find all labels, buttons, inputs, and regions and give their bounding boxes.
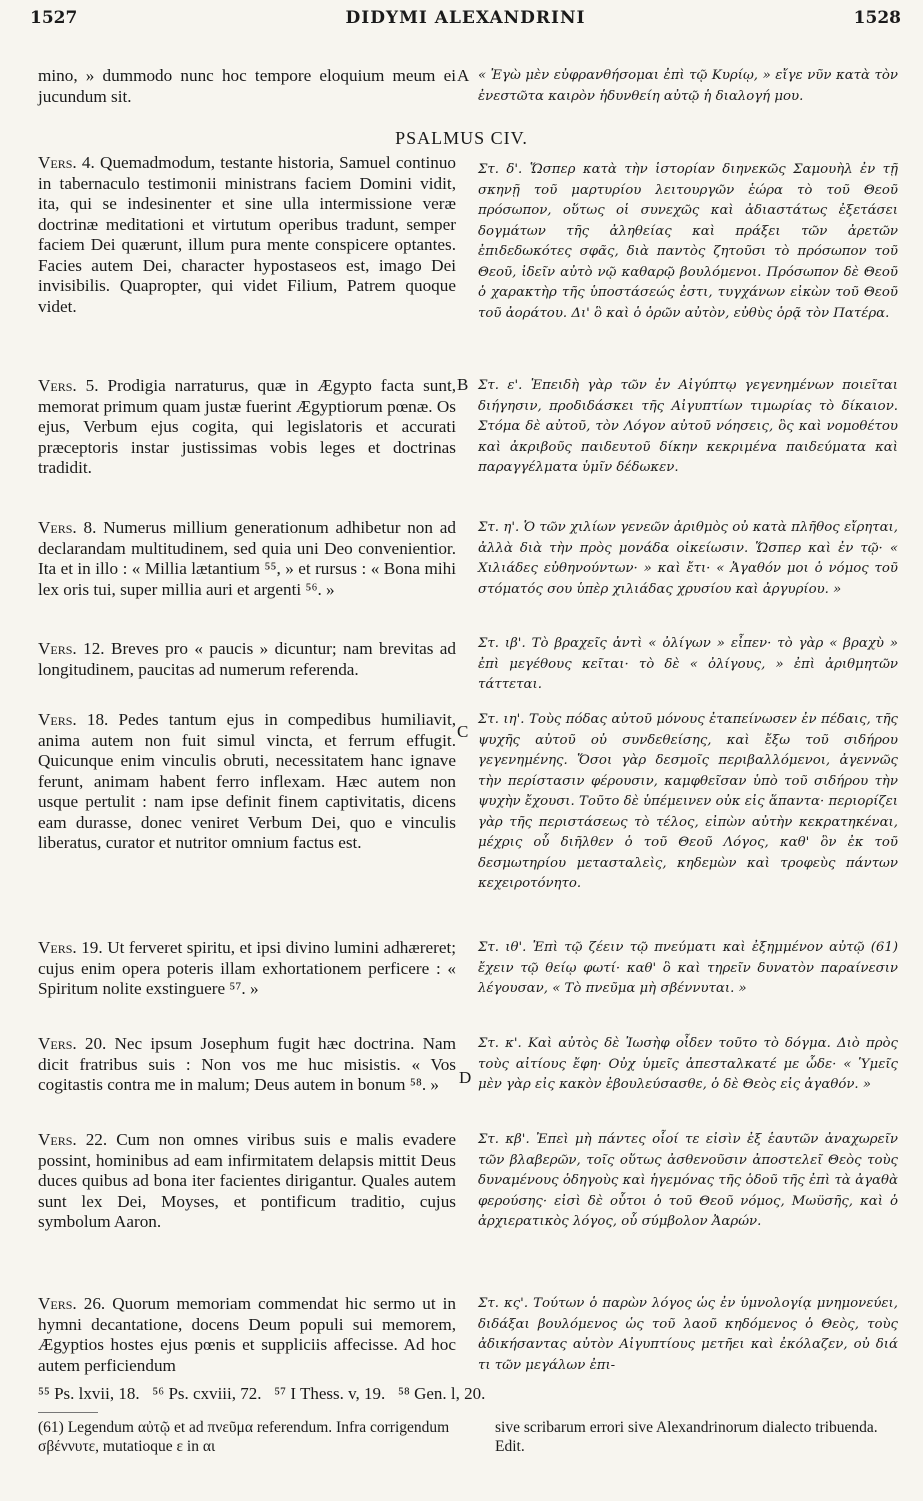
greek-paragraph: Στ. η'. Ὁ τῶν χιλίων γενεῶν ἀριθμὸς οὐ κατὰ πλῆθος εἴρηται, ἀλλὰ διὰ τὴν πρὸς μονάδα οἰκείωσιν. Ὥσπερ καὶ ἐν τῷ· « Χιλιάδες εὐθηνούντων· » καὶ ἔτι· « Ἀγαθόν μοι ὁ νόμος τοῦ στόματός σου ὑπὲρ χιλιάδας χρυσίου καὶ ἀργυρίου. » bbox=[478, 520, 898, 597]
verse-number: Vers. 4. bbox=[38, 153, 95, 172]
latin-paragraph: Vers. 19. Ut ferveret spiritu, et ipsi divino lumini adhæreret; cujus enim opera poteris illam exhortationem perficere : « Spiritum nolite exstinguere ⁵⁷. » bbox=[38, 938, 457, 999]
margin-marker: D bbox=[459, 1068, 472, 1087]
verse-number: Vers. 26. bbox=[38, 1294, 106, 1313]
greek-paragraph: Στ. κ'. Καὶ αὐτὸς δὲ Ἰωσὴφ οἶδεν τοῦτο τὸ δόγμα. Διὸ πρὸς τοὺς αἰτίους ἔφη· Οὐχ ὑμεῖς ἀπεσταλκατέ με ὧδε· « Ὑμεῖς μὲν γὰρ εἰς κακὸν ἐβουλεύσασθε, ὁ δὲ Θεὸς εἰς ἀγαθόν. » bbox=[478, 1036, 898, 1093]
page-number-left: 1527 bbox=[30, 8, 78, 28]
latin-paragraph: Vers. 18. Pedes tantum ejus in compedibus humiliavit, anima autem non fuit simul vincta, et ferrum effugit. Quicunque enim vinculis obruti, necessitatem hanc ignave ferunt, animam habent ferro inflexam. Hæc autem non usque pertulit : nam ipse definit finem captivitatis, dicens eam durasse, donec veniret Verbum Dei, quo e vinculis liberatus, curator et nutritor omnium factus est. bbox=[38, 710, 457, 853]
verse-number: Vers. 19. bbox=[38, 938, 103, 957]
verse-number: Vers. 12. bbox=[38, 639, 105, 658]
editor-note-left: (61) Legendum αὐτῷ et ad πνεῦμα referendum. Infra corrigendum σβέννυτε, mutatioque ε in αι bbox=[38, 1419, 450, 1455]
verse-number: Στ. κβ'. bbox=[478, 1132, 530, 1147]
verse-number: Στ. ε'. bbox=[478, 378, 523, 393]
footnote-rule bbox=[38, 1412, 98, 1413]
greek-paragraph: Στ. κβ'. Ἐπεὶ μὴ πάντες οἷοί τε εἰσὶν ἐξ ἑαυτῶν ἀναχωρεῖν τῶν βλαβερῶν, τοῖς οὕτως ἀσθενοῦσιν ἀποστελεῖ Θεὸς τοὺς δυναμένους ὁδηγοὺς καὶ ἡγεμόνας τῆς ὁδοῦ τῆς ἐπὶ τὰ ἀγαθὰ φερούσης· εἰσὶ δὲ οὗτοι ὁ τοῦ Θεοῦ νόμος, Μωϋσῆς, καὶ ὁ ἀρχιερατικὸς λόγος, οὗ σύμβολον Ἀαρών. bbox=[478, 1132, 898, 1230]
footnote-references: ⁵⁵ Ps. lxvii, 18. ⁵⁶ Ps. cxviii, 72. ⁵⁷ I Thess. v, 19. ⁵⁸ Gen. l, 20. bbox=[38, 1384, 486, 1403]
latin-paragraph: Vers. 8. Numerus millium generationum adhibetur non ad declarandam multitudinem, sed quia uni Deo convenientior. Ita et in illo : « Millia lætantium ⁵⁵, » et rursus : « Bona mihi lex oris tui, super millia auri et argenti ⁵⁶. » bbox=[38, 518, 457, 599]
margin-marker: A bbox=[457, 66, 470, 85]
greek-paragraph: Στ. ιθ'. Ἐπὶ τῷ ζέειν τῷ πνεύματι καὶ ἐξημμένον αὐτῷ (61) ἔχειν τῷ θείῳ φωτί· καθ' ὃ καὶ τηρεῖν δυνατὸν παραίνεσιν λέγουσαν, « Τὸ πνεῦμα μὴ σβέννυται. » bbox=[478, 940, 899, 997]
latin-paragraph: Vers. 26. Quorum memoriam commendat hic sermo ut in hymni decantatione, docens Deum populi sui memorem, Ægyptios hostes ejus pœnis et suppliciis affecisse. Ad hoc autem perficiendum bbox=[38, 1294, 456, 1375]
greek-paragraph: « Ἐγὼ μὲν εὐφρανθήσομαι ἐπὶ τῷ Κυρίῳ, » εἴγε νῦν κατὰ τὸν ἐνεστῶτα καιρὸν ἡδυνθείη αὐτῷ ἡ διαλογή μου. bbox=[478, 68, 898, 104]
latin-paragraph: mino, » dummodo nunc hoc tempore eloquium meum ei jucundum sit. bbox=[38, 66, 456, 106]
margin-marker: C bbox=[457, 722, 469, 741]
greek-paragraph: Στ. ιβ'. Τὸ βραχεῖς ἀντὶ « ὀλίγων » εἶπεν· τὸ γὰρ « βραχὺ » ἐπὶ μεγέθους κεῖται· τὸ δὲ « ὀλίγους, » ἐπὶ ἀριθμητῶν τάττεται. bbox=[478, 636, 898, 693]
greek-paragraph: Στ. δ'. Ὥσπερ κατὰ τὴν ἱστορίαν διηνεκῶς Σαμουὴλ ἐν τῇ σκηνῇ τοῦ μαρτυρίου λειτουργῶν ἑώρα τὸ τοῦ Θεοῦ πρόσωπον, οὕτως οἱ συνεχῶς καὶ ἀδιαστάτως ἐξετάσει δογμάτων τῆς ἀληθείας καὶ πράξει τῶν ἀρετῶν ἐπιδεδωκότες σφᾶς, διὰ παντὸς ζητοῦσι τὸ πρόσωπον τοῦ Θεοῦ, ἰδεῖν αὐτὸ νῷ καθαρῷ βουλόμενοι. Πρόσωπον δὲ Θεοῦ ὁ χαρακτὴρ τῆς ὑποστάσεώς ἐστι, τυγχάνων εἰκὼν τοῦ Θεοῦ τοῦ ἀοράτου. Δι' ὃ καὶ ὁ ὁρῶν αὐτὸν, εὐθὺς ὁρᾷ τὸν Πατέρα. bbox=[478, 162, 898, 321]
verse-number: Στ. η'. bbox=[478, 520, 520, 535]
verse-number: Στ. ιη'. bbox=[478, 712, 525, 727]
verse-number: Vers. 20. bbox=[38, 1034, 107, 1053]
verse-number: Στ. κ'. bbox=[478, 1036, 522, 1051]
verse-number: Στ. κς'. bbox=[478, 1296, 529, 1311]
verse-number: Στ. ιβ'. bbox=[478, 636, 526, 651]
latin-paragraph: Vers. 12. Breves pro « paucis » dicuntur; nam brevitas ad longitudinem, paucitas ad numerum referenda. bbox=[38, 639, 457, 679]
editor-note-right: sive scribarum errori sive Alexandrinorum dialecto tribuenda. Edit. bbox=[495, 1419, 878, 1455]
psalm-heading: PSALMUS CIV. bbox=[395, 128, 528, 148]
running-title: DIDYMI ALEXANDRINI bbox=[345, 8, 586, 28]
latin-paragraph: Vers. 5. Prodigia narraturus, quæ in Ægypto facta sunt, memorat primum quam justæ fuerint Ægyptiorum pœnæ. Os ejus, Verbum ejus cogita, qui legislatoris et accurati præceptoris instar justissimas vobis leges et doctrinas tradidit. bbox=[38, 376, 457, 478]
latin-paragraph: Vers. 20. Nec ipsum Josephum fugit hæc doctrina. Nam dicit fratribus suis : Non vos me huc misistis. « Vos cogitastis contra me in malum; Deus autem in bonum ⁵⁸. » bbox=[38, 1034, 457, 1095]
latin-paragraph: Vers. 22. Cum non omnes viribus suis e malis evadere possint, hominibus ad eam infirmitatem delapsis mittit Deus duces quibus ad bona iter facientes dirigantur. Quales autem sunt lex Dei, Moyses, et pontificum traditio, cujus symbolum Aaron. bbox=[38, 1130, 457, 1232]
page-header bbox=[30, 8, 901, 32]
greek-paragraph: Στ. ιη'. Τοὺς πόδας αὐτοῦ μόνους ἐταπείνωσεν ἐν πέδαις, τῆς ψυχῆς αὐτοῦ οὐ συνδεθείσης, καὶ ἔξω τοῦ σιδήρου γεγενημένης. Ὅσοι γὰρ δεσμοῖς περιβαλλόμενοι, ἀγεννῶς τὴν περίστασιν φέρουσιν, καμφθεῖσαν ὑπὸ τοῦ σιδήρου τὴν ψυχὴν ἔχουσι. Τοῦτο δὲ ὑπέμεινεν οὐκ εἰς ἅπαντα· περιορίζει γὰρ τῆς περιστάσεως τὸ τέλος, εἰπὼν αὐτὴν κεκρατηκέναι, μέχρις οὗ διῆλθεν ὁ τοῦ Θεοῦ Λόγος, καθ' ὃν ἐκ τοῦ δεσμωτηρίου μετασταλεὶς, κηδεμὼν καὶ τροφεὺς πάντων κεχειροτόνητο. bbox=[478, 712, 898, 892]
verse-number: Vers. 8. bbox=[38, 518, 97, 537]
margin-marker: B bbox=[457, 375, 469, 394]
greek-paragraph: Στ. ε'. Ἐπειδὴ γὰρ τῶν ἐν Αἰγύπτῳ γεγενημένων ποιεῖται διήγησιν, προδιδάσκει τῆς Αἰγυπτίων τιμωρίας τὸ δίκαιον. Στόμα δὲ αὐτοῦ, τὸν Λόγον αὐτοῦ νόησεις, ὃς καὶ νομοθέτου καὶ ἀκριβοῦς παιδευτοῦ δίκην κεκριμένα παιδεύματα καὶ παραγγέλματα ὑμῖν δέδωκεν. bbox=[478, 378, 898, 476]
latin-paragraph: Vers. 4. Quemadmodum, testante historia, Samuel continuo in tabernaculo testimonii ministrans faciem Domini vidit, ita, qui se indesinenter et sine ulla intermissione veræ doctrinæ meditationi et virtutum operibus tradunt, semper faciem Dei quærunt, illum pura mente conspicere optantes. Facies autem Dei, character hypostaseos est, imago Dei invisibilis. Quapropter, qui videt Filium, Patrem quoque videt. bbox=[38, 153, 457, 316]
greek-paragraph: Στ. κς'. Τούτων ὁ παρὼν λόγος ὡς ἐν ὑμνολογίᾳ μνημονεύει, διδάξαι βουλόμενος ὡς τοῦ λαοῦ κηδόμενος ὁ Θεὸς, τοὺς ἀδικήσαντας αὐτὸν Αἰγυπτίους μετῆει καὶ ἐκόλαζεν, οὐ διά τι τῶν μεγάλων ἐπι- bbox=[478, 1296, 899, 1373]
verse-number: Vers. 18. bbox=[38, 710, 109, 729]
verse-number: Στ. δ'. bbox=[478, 162, 523, 177]
verse-number: Vers. 5. bbox=[38, 376, 99, 395]
verse-number: Vers. 22. bbox=[38, 1130, 108, 1149]
page-number-right: 1528 bbox=[853, 8, 901, 28]
verse-number: Στ. ιθ'. bbox=[478, 940, 527, 955]
